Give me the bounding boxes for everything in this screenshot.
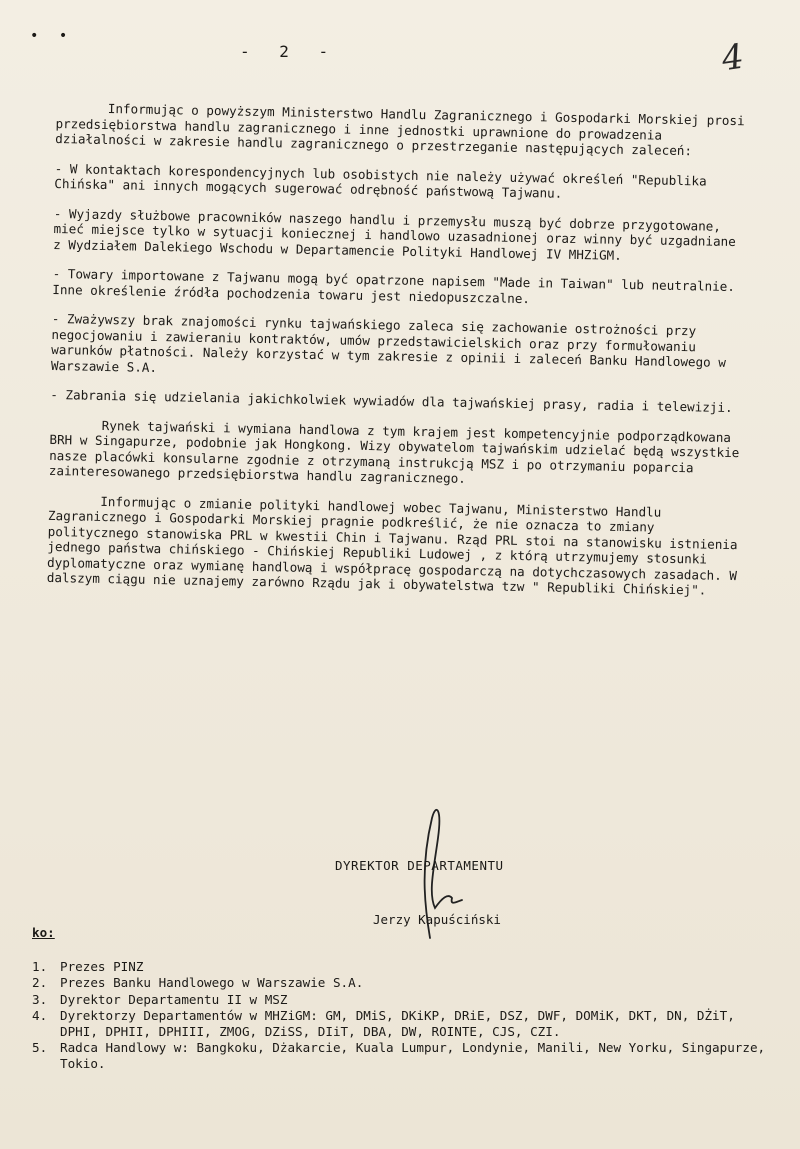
edge-marks: • • — [30, 28, 74, 44]
policy-paragraph: Informując o zmianie polityki handlowej wobec Tajwanu, Ministerstwo Handlu Zagranicznego i Gospodarki Morskiej pragnie podkreślić, że nie oznacza to zmiany politycznego stanowiska PRL w kwestii Chin i Tajwanu. Rząd PRL stoi na stanowisku istnienia jednego państwa chińskiego - Chińskiej Republiki Ludowej , z którą utrzymujemy stosunki dyplomatyczne oraz wymianę handlową i współpracę gospodarczą na dotychczasowych zasadach. W dalszym ciągu nie uznajemy zarówno Rządu jak i obywatelstwa tzw " Republiki Chińskiej". — [46, 493, 746, 598]
recommendation-interviews: - Zabrania się udzielania jakichkolwiek wywiadów dla tajwańskiej prasy, radia i telewizji. — [50, 386, 733, 416]
page-number: - 2 - — [240, 42, 339, 61]
list-number: 1. — [32, 959, 48, 975]
list-number: 3. — [32, 991, 48, 1007]
list-text: Radca Handlowy w: Bangkoku, Dżakarcie, Kuala Lumpur, Londynie, Manili, New Yorku, Singapurze, Tokio. — [60, 1040, 766, 1072]
distribution-list — [32, 925, 772, 1073]
list-item — [32, 992, 772, 1008]
list-text: Prezes PINZ — [60, 959, 144, 975]
distribution-items — [32, 959, 772, 1072]
list-item — [32, 1008, 772, 1040]
recommendation-business-trips: - Wyjazdy służbowe pracowników naszego handlu i przemysłu muszą być dobrze przygotowane, mieć miejsce tylko w sytuacji koniecznej i handlowo uzasadnionej oraz winny być uzgadniane z Wydziałem Dalekiego Wschodu w Departamencie Polityki Handlowej IV MHZiGM. — [53, 205, 744, 263]
recommendation-product-labels: - Towary importowane z Tajwanu mogą być opatrzone napisem "Made in Taiwan" lub neutralnie. Inne określenie źródła pochodzenia towaru jest niedopuszczalne. — [52, 265, 743, 306]
list-number: 2. — [32, 975, 48, 991]
intro-paragraph: Informując o powyższym Ministerstwo Handlu Zagranicznego i Gospodarki Morskiej prosi przedsiębiorstwa handlu zagranicznego i inne jednostki uprawnione do prowadzenia działalności w zakresie handlu zagranicznego o przestrzeganie następujących zaleceń: — [55, 100, 753, 159]
recommendation-negotiations: - Zważywszy brak znajomości rynku tajwańskiego zaleca się zachowanie ostrożności przy negocjowaniu i zawieraniu kontraktów, umów przedstawicielskich oraz przy formułowaniu warunków płatności. Należy korzystać w tym zakresie z opinii i zaleceń Banku Handlowego w Warszawie S.A. — [50, 310, 734, 375]
list-text: Prezes Banku Handlowego w Warszawie S.A. — [60, 975, 364, 991]
market-paragraph: Rynek tajwański i wymiana handlowa z tym krajem jest kompetencyjnie podporządkowana BRH w Singapurze, podobnie jak Hongkong. Wizy obywatelom tajwańskim udzielać będą wszystkie nasze placówki konsularne zgodnie z otrzymaną instrukcją MSZ i po otrzymaniu poparcia zainteresowanego przedsiębiorstwa handlu zagranicznego. — [48, 417, 748, 486]
handwritten-page-number: 4 — [719, 36, 747, 80]
list-text: Dyrektorzy Departamentów w MHZiGM: GM, DMiS, DKiKP, DRiE, DSZ, DWF, DOMiK, DKT, DN, DŻiT, DPHI, DPHII, DPHIII, ZMOG, DZiSS, DIiT, DBA, DW, ROINTE, CJS, CZI. — [60, 1007, 735, 1040]
list-item — [32, 975, 772, 991]
signature-title: DYREKTOR DEPARTAMENTU — [335, 858, 504, 873]
list-number: 4. — [32, 1007, 48, 1023]
list-text: Dyrektor Departamentu II w MSZ — [60, 991, 288, 1007]
letter-body — [46, 100, 753, 613]
distribution-heading: ko: — [32, 925, 55, 940]
list-item — [32, 959, 772, 975]
signature-name: Jerzy Kapuściński — [373, 912, 501, 927]
list-number: 5. — [32, 1040, 48, 1056]
recommendation-correspondence: - W kontaktach korespondencyjnych lub osobistych nie należy używać określeń "Republika Chińska" ani innych mogących sugerować odrębność państwową Tajwanu. — [54, 160, 715, 201]
list-item — [32, 1040, 772, 1072]
